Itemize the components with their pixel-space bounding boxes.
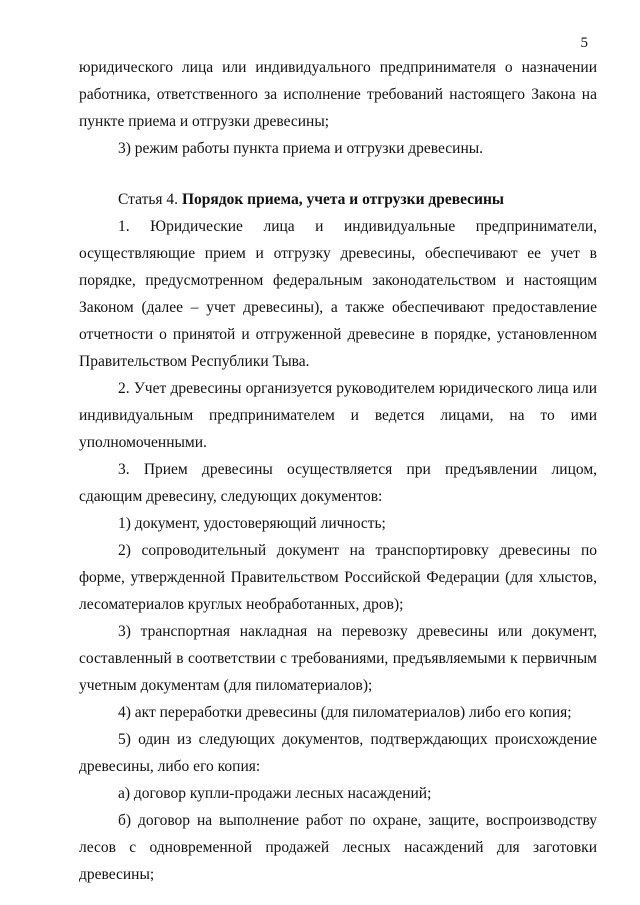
paragraph-continuation: юридического лица или индивидуального предпринимателя о назначении работника, ответственного за исполнение требований настоящего Закона на пункте приема и отгрузки древесины;	[79, 59, 597, 130]
article-number: Статья 4.	[118, 191, 182, 208]
list-item-2: 2) сопроводительный документ на транспортировку древесины по форме, утвержденной Правительством Российской Федерации (для хлыстов, лесоматериалов круглых необработанных, дров);	[79, 542, 597, 613]
list-item-3: 3) транспортная накладная на перевозку древесины или документ, составленный в соответствии с требованиями, предъявляемыми к первичным учетным документам (для пиломатериалов);	[79, 623, 597, 694]
paragraph-clause-1: 1. Юридические лица и индивидуальные предприниматели, осуществляющие прием и отгрузку древесины, обеспечивают ее учет в порядке, предусмотренном федеральным законодательством и настоящим Законом (далее – учет древесины), а также обеспечивают предоставление отчетности о принятой и отгруженной древесине в порядке, установленном Правительством Республики Тыва.	[79, 218, 597, 370]
list-item-5: 5) один из следующих документов, подтверждающих происхождение древесины, либо его копия:	[79, 731, 597, 775]
list-item-1: 1) документ, удостоверяющий личность;	[118, 515, 386, 532]
list-item-4: 4) акт переработки древесины (для пиломатериалов) либо его копия;	[118, 704, 572, 721]
list-subitem-b: б) договор на выполнение работ по охране, защите, воспроизводству лесов с одновременной продажей лесных насаждений для заготовки древесины;	[79, 812, 597, 883]
paragraph-item-3-schedule: 3) режим работы пункта приема и отгрузки древесины.	[118, 140, 484, 157]
paragraph-clause-2: 2. Учет древесины организуется руководителем юридического лица или индивидуальным предпринимателем и ведется лицами, на то ими уполномоченными.	[79, 380, 597, 451]
paragraph-clause-3: 3. Прием древесины осуществляется при предъявлении лицом, сдающим древесину, следующих документов:	[79, 461, 597, 505]
page-number: 5	[580, 35, 588, 51]
document-body	[79, 54, 597, 888]
article-title: Порядок приема, учета и отгрузки древесины	[181, 191, 505, 208]
article-heading	[79, 186, 597, 213]
list-subitem-a: а) договор купли-продажи лесных насаждений;	[118, 785, 432, 802]
